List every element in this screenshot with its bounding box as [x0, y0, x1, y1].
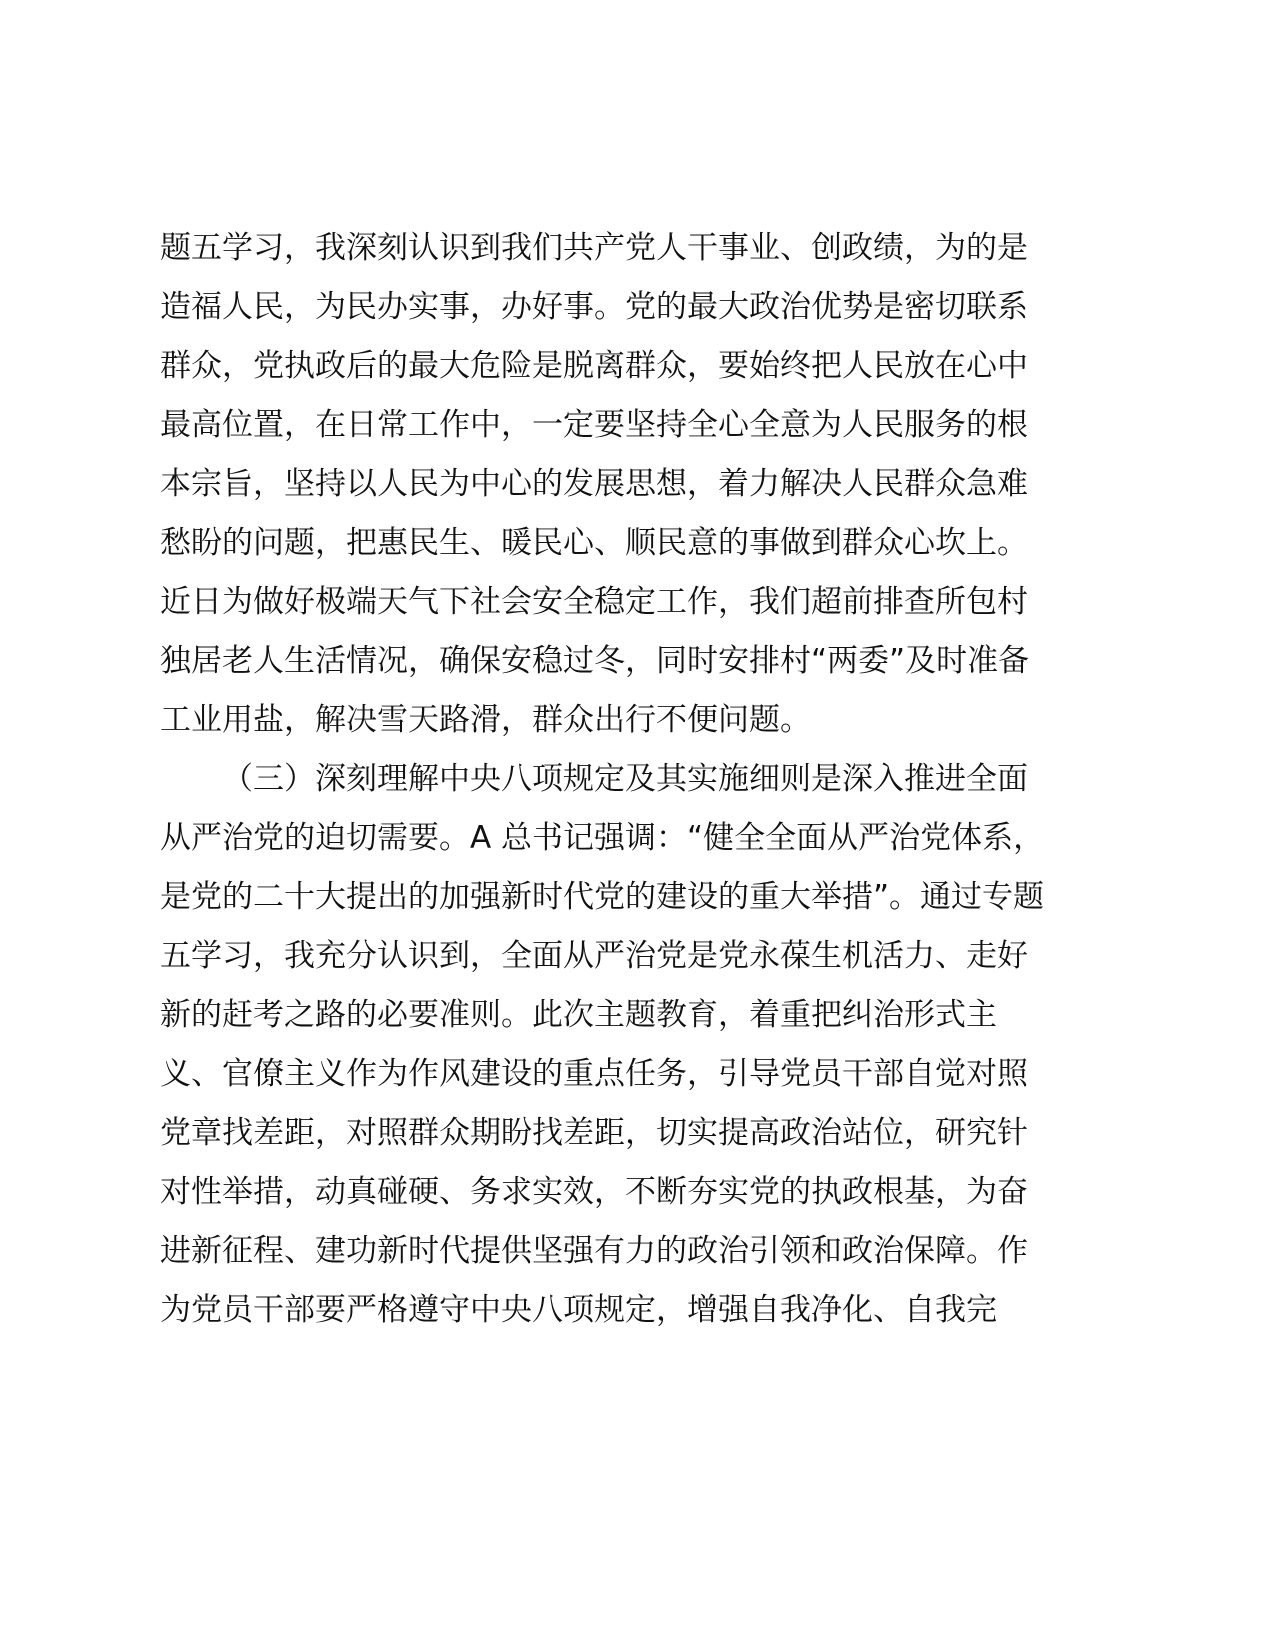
text-line-16: 党章找差距，对照群众期盼找差距，切实提高政治站位，研究针 — [160, 1115, 1028, 1151]
text-line-6: 愁盼的问题，把惠民生、暖民心、顺民意的事做到群众心坎上。 — [160, 525, 1028, 561]
text-line-13: 五学习，我充分认识到，全面从严治党是党永葆生机活力、走好 — [160, 938, 1028, 974]
text-line-17: 对性举措，动真碰硬、务求实效，不断夯实党的执政根基，为奋 — [160, 1174, 1028, 1210]
text-line-1: 题五学习，我深刻认识到我们共产党人干事业、创政绩，为的是 — [160, 230, 1028, 266]
text-line-4: 最高位置，在日常工作中，一定要坚持全心全意为人民服务的根 — [160, 407, 1028, 443]
body-text — [160, 219, 1080, 1340]
text-line-2: 造福人民，为民办实事，办好事。党的最大政治优势是密切联系 — [160, 289, 1028, 325]
text-line-19: 为党员干部要严格遵守中央八项规定，增强自我净化、自我完 — [160, 1292, 997, 1328]
section-heading-line: （三）深刻理解中央八项规定及其实施细则是深入推进全面 — [222, 761, 1028, 797]
text-line-9: 工业用盐，解决雪天路滑，群众出行不便问题。 — [160, 702, 811, 738]
text-line-7: 近日为做好极端天气下社会安全稳定工作，我们超前排查所包村 — [160, 584, 1028, 620]
text-line-14: 新的赶考之路的必要准则。此次主题教育，着重把纠治形式主 — [160, 997, 997, 1033]
text-line-8: 独居老人生活情况，确保安稳过冬，同时安排村“两委”及时准备 — [160, 643, 1030, 679]
text-line-3: 群众，党执政后的最大危险是脱离群众，要始终把人民放在心中 — [160, 348, 1028, 384]
text-line-12: 是党的二十大提出的加强新时代党的建设的重大举措”。通过专题 — [160, 879, 1045, 915]
text-line-18: 进新征程、建功新时代提供坚强有力的政治引领和政治保障。作 — [160, 1233, 1028, 1269]
text-line-5: 本宗旨，坚持以人民为中心的发展思想，着力解决人民群众急难 — [160, 466, 1028, 502]
text-line-11: 从严治党的迫切需要。A 总书记强调：“健全全面从严治党体系， — [160, 820, 1045, 856]
text-line-15: 义、官僚主义作为作风建设的重点任务，引导党员干部自觉对照 — [160, 1056, 1028, 1092]
